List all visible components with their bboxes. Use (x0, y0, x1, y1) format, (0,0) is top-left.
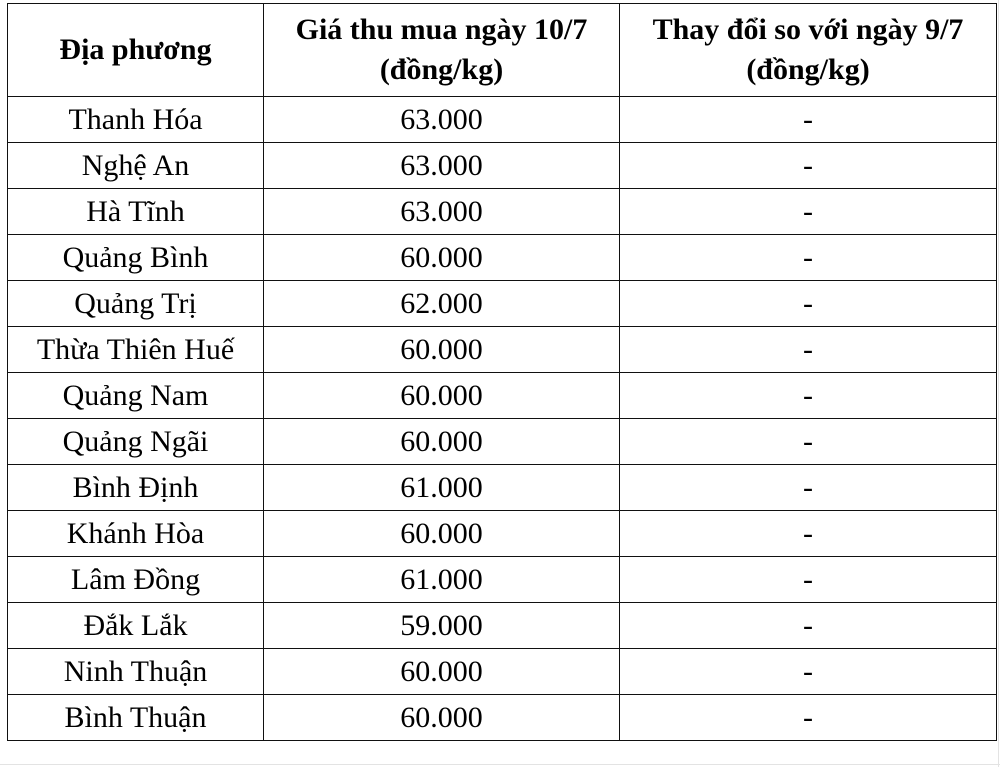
province-cell[interactable]: Lâm Đồng (8, 557, 264, 603)
province-cell[interactable]: Hà Tĩnh (8, 189, 264, 235)
table-row (8, 511, 997, 557)
change-cell[interactable]: - (620, 189, 997, 235)
price-cell[interactable]: 63.000 (264, 97, 620, 143)
province-cell[interactable]: Quảng Nam (8, 373, 264, 419)
price-cell[interactable]: 60.000 (264, 419, 620, 465)
province-cell[interactable]: Thanh Hóa (8, 97, 264, 143)
change-cell[interactable]: - (620, 511, 997, 557)
table-row (8, 419, 997, 465)
change-cell[interactable]: - (620, 373, 997, 419)
gridline (998, 0, 999, 767)
province-cell[interactable]: Thừa Thiên Huế (8, 327, 264, 373)
table-row (8, 465, 997, 511)
price-cell[interactable]: 61.000 (264, 465, 620, 511)
province-cell[interactable]: Quảng Bình (8, 235, 264, 281)
table-row (8, 695, 997, 741)
price-cell[interactable]: 60.000 (264, 373, 620, 419)
province-cell[interactable]: Quảng Ngãi (8, 419, 264, 465)
province-cell[interactable]: Bình Định (8, 465, 264, 511)
province-cell[interactable]: Đắk Lắk (8, 603, 264, 649)
price-cell[interactable]: 60.000 (264, 235, 620, 281)
price-cell[interactable]: 59.000 (264, 603, 620, 649)
change-cell[interactable]: - (620, 281, 997, 327)
table-row (8, 281, 997, 327)
province-cell[interactable]: Khánh Hòa (8, 511, 264, 557)
price-cell[interactable]: 60.000 (264, 649, 620, 695)
header-price[interactable] (264, 4, 620, 97)
change-cell[interactable]: - (620, 695, 997, 741)
header-province[interactable] (8, 4, 264, 97)
change-cell[interactable]: - (620, 649, 997, 695)
change-cell[interactable]: - (620, 143, 997, 189)
table-row (8, 373, 997, 419)
price-cell[interactable]: 60.000 (264, 327, 620, 373)
price-cell[interactable]: 63.000 (264, 143, 620, 189)
province-cell[interactable]: Bình Thuận (8, 695, 264, 741)
change-cell[interactable]: - (620, 557, 997, 603)
change-cell[interactable]: - (620, 327, 997, 373)
table-row (8, 327, 997, 373)
header-change-unit: (đồng/kg) (746, 53, 870, 86)
header-price-unit: (đồng/kg) (379, 53, 504, 86)
gridline (0, 764, 1000, 765)
header-change[interactable] (620, 4, 997, 97)
price-cell[interactable]: 63.000 (264, 189, 620, 235)
table-row (8, 603, 997, 649)
change-cell[interactable]: - (620, 465, 997, 511)
change-cell[interactable]: - (620, 235, 997, 281)
header-row (8, 4, 997, 97)
price-cell[interactable]: 60.000 (264, 695, 620, 741)
change-cell[interactable]: - (620, 97, 997, 143)
table-row (8, 557, 997, 603)
price-cell[interactable]: 61.000 (264, 557, 620, 603)
table-row (8, 97, 997, 143)
change-cell[interactable]: - (620, 603, 997, 649)
price-cell[interactable]: 62.000 (264, 281, 620, 327)
table-row (8, 189, 997, 235)
header-change-label: Thay đổi so với ngày 9/7 (652, 13, 964, 46)
price-table (7, 3, 997, 741)
price-cell[interactable]: 60.000 (264, 511, 620, 557)
table-row (8, 235, 997, 281)
table-row (8, 143, 997, 189)
header-price-label: Giá thu mua ngày 10/7 (295, 13, 588, 46)
table-row (8, 649, 997, 695)
province-cell[interactable]: Nghệ An (8, 143, 264, 189)
province-cell[interactable]: Quảng Trị (8, 281, 264, 327)
province-cell[interactable]: Ninh Thuận (8, 649, 264, 695)
change-cell[interactable]: - (620, 419, 997, 465)
header-province-label: Địa phương (59, 33, 212, 66)
